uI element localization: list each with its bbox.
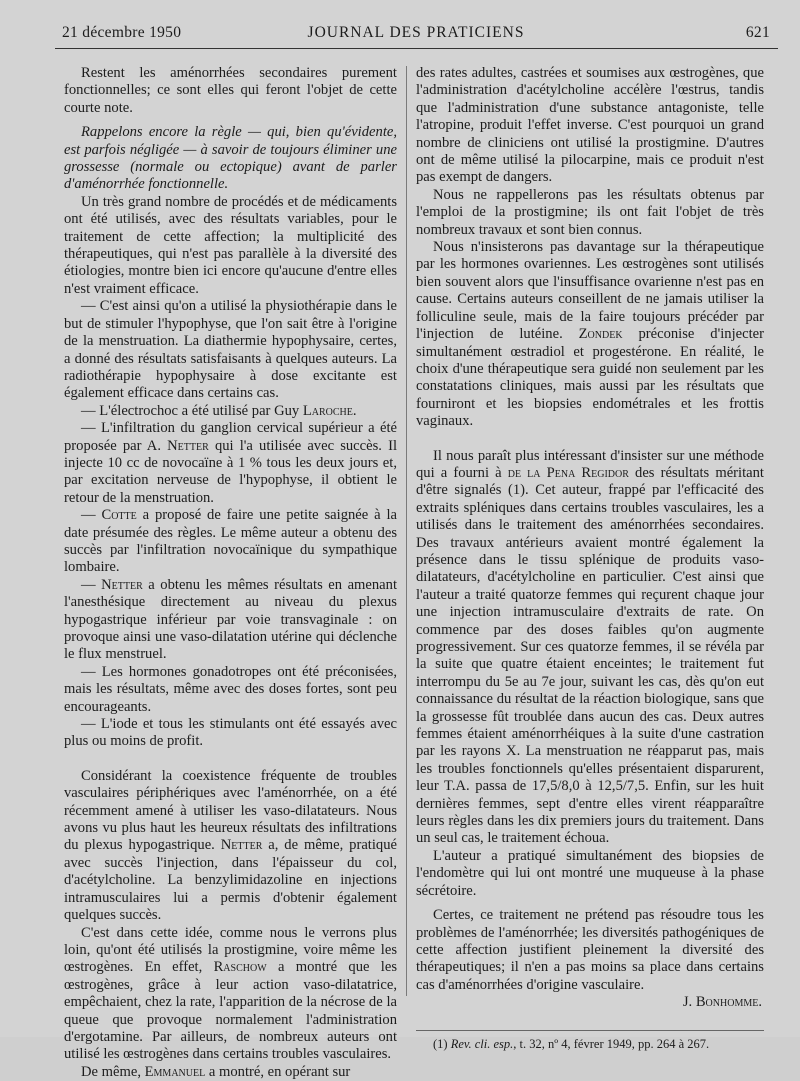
paragraph: Certes, ce traitement ne prétend pas résoudre tous les problèmes de l'aménorrhée; les diversités pathogéniques de cette affection justifient pleinement la diversité des thérapeutiques; il n'en a pas moins sa place dans certains cas d'aménorrhées d'origine vasculaire.: [416, 907, 764, 993]
author-name: Netter: [167, 437, 209, 454]
paragraph: Il nous paraît plus intéressant d'insister sur une méthode qui a fourni à de la Pena Regidor des résultats méritant d'être signalés (1). Cet auteur, frappé par l'efficacité des extraits spléniques dans certains troubles vasculaires, les a utilisés dans le traitement des aménorrhées secondaires. Des travaux antérieurs avaient montré également la présence dans le tissu splénique de produits vaso-dilatateurs, d'acétylcholine en particulier. C'est ainsi que l'auteur a traité quatorze femmes qui reçurent chaque jour une injection intramusculaire d'extraits de rate. On commence par des doses faibles qu'on augmente progressivement. Sur ces quatorze femmes, il se révéla par la suite que quatre étaient enceintes; le traitement fut interrompu du 5e au 7e jour, suivant les cas, dès qu'on eut connaissance du résultat de la réaction biologique, sans que la grossesse fût troublée dans aucun des cas. Deux autres femmes étaient aménorrhéiques à la suite d'une castration par les rayons X. La menstruation ne réapparut pas, mais les troubles fonctionnels qu'elles présentaient disparurent, leur T.A. passa de 17,5/8,0 à 12,5/7,5. Enfin, sur les huit dernières femmes, sept d'entre elles virent réapparaître leurs règles dans les dix premiers jours du traitement. Dans un seul cas, le traitement échoua.: [416, 447, 764, 847]
paragraph: Restent les aménorrhées secondaires purement fonctionnelles; ce sont elles qui feront l'objet de cette courte note.: [64, 65, 397, 116]
paragraph: Nous ne rappellerons pas les résultats obtenus par l'emploi de la prostigmine; ils ont fait l'objet de très nombreux travaux et sont bien connus.: [416, 186, 764, 238]
paragraph: Un très grand nombre de procédés et de médicaments ont été utilisés, avec des résultats variables, pour le traitement de cette affection; la multiplicité des thérapeutiques, qui n'est pas parallèle à la diversité des étiologies, montre bien ici encore qu'aucune d'entre elles n'est vraiment efficace.: [64, 193, 397, 297]
author-name: Zondek: [578, 326, 623, 343]
author-signature: J. Bonhomme.: [682, 994, 762, 1011]
author-name: de la Pena Regidor: [507, 464, 629, 481]
paragraph: C'est dans cette idée, comme nous le verrons plus loin, qu'ont été utilisés la prostigmine, voire même les œstrogènes. En effet, Raschow a montré que les œstrogènes, grâce à leur action vaso-dilatatrice, empêchaient, chez la rate, l'apparition de la nécrose de la queue que provoque normalement l'administration d'ergotamine. Par ailleurs, de nombreux auteurs ont utilisé les œstrogènes dans certains troubles vasculaires.: [64, 924, 397, 1063]
footnote-source: Rev. cli. esp.: [450, 1036, 514, 1051]
paragraph: — C'est ainsi qu'on a utilisé la physiothérapie dans le but de stimuler l'hypophyse, que l'on sait être à l'origine de la menstruation. La diathermie hypophysaire, certes, a donné des résultats satisfaisants à quelques auteurs. La radiothérapie hypophysaire à dose excitante est également efficace dans certains cas.: [64, 298, 397, 402]
page-header: [62, 24, 770, 46]
footnote-rule: [416, 1030, 764, 1031]
footnote: (1) Rev. cli. esp., t. 32, nº 4, févrer 1949, pp. 264 à 267.: [433, 1036, 710, 1051]
author-name: Netter: [101, 576, 143, 593]
journal-title: JOURNAL DES PRATICIENS: [307, 24, 525, 41]
paragraph-italic: Rappelons encore la règle — qui, bien qu'évidente, est parfois négligée — à savoir de toujours éliminer une grossesse (normale ou ectopique) avant de parler d'aménorrhée fonctionnelle.: [64, 124, 397, 193]
left-column: [64, 65, 397, 1081]
header-rule: [55, 48, 778, 49]
paragraph: — L'iode et tous les stimulants ont été essayés avec plus ou moins de profit.: [64, 716, 397, 750]
column-divider: [406, 66, 407, 996]
author-name: Cotte: [101, 507, 137, 524]
paragraph: L'auteur a pratiqué simultanément des biopsies de l'endomètre qui lui ont montré une muqueuse à la phase sécrétoire.: [416, 847, 764, 899]
signature-name: Bonhomme: [695, 994, 759, 1011]
right-column: [416, 65, 764, 1052]
paragraph: Nous n'insisterons pas davantage sur la thérapeutique par les hormones ovariennes. Les œstrogènes sont utilisés bien souvent alors que l'insuffisance ovarienne n'est pas en cause. Certains auteurs conseillent de ne jamais utiliser la folliculine seule, mais de la faire toujours précéder par l'injection de lutéine. Zondek préconise d'injecter simultanément œstradiol et progestérone. En réalité, le choix d'une thérapeutique sera guidé non seulement par les constatations cliniques, mais aussi par les résultats que fourniront et les biopsies endométrales et les frottis vaginaux.: [416, 239, 764, 430]
paragraph: Considérant la coexistence fréquente de troubles vasculaires périphériques avec l'aménorrhée, on a été récemment amené à utiliser les vaso-dilatateurs. Nous avons vu plus haut les heureux résultats des infiltrations du plexus hypogastrique. Netter a, de même, pratiqué avec succès l'injection, dans l'épaisseur du col, d'acétylcholine. La benzylimidazoline en injections intramusculaires lui a permis d'obtenir également quelques succès.: [64, 767, 397, 924]
paragraph: — Cotte a proposé de faire une petite saignée à la date présumée des règles. Le même auteur a obtenu des succès par l'infiltration novocaïnique du sympathique lombaire.: [64, 507, 397, 576]
paragraph: — Les hormones gonadotropes ont été préconisées, mais les résultats, même avec des doses fortes, sont peu encourageants.: [64, 663, 397, 715]
paragraph: des rates adultes, castrées et soumises aux œstrogènes, que l'administration d'acétylcholine accélère l'œstrus, tandis que l'administration d'une substance antagoniste, telle l'atropine, produit l'effet inverse. C'est pourquoi un grand nombre de cliniciens ont utilisé la prostigmine. D'autres ont de même utilisé la pilocarpine, mais ce produit n'est pas exempt de dangers.: [416, 65, 764, 186]
paragraph: — Netter a obtenu les mêmes résultats en amenant l'anesthésique directement au niveau du plexus hypogastrique inférieur par voie transvaginale : on provoque ainsi une vaso-dilatation utérine qui déclenche le flux menstruel.: [64, 576, 398, 663]
paragraph: — L'infiltration du ganglion cervical supérieur a été proposée par A. Netter qui l'a utilisée avec succès. Il injecte 10 cc de novocaïne à 1 % tous les deux jours et, par excitation nerveuse de l'hypophyse, il obtient le retour de la menstruation.: [64, 420, 397, 506]
paragraph: De même, Emmanuel a montré, en opérant sur: [81, 1063, 351, 1080]
author-name: Emmanuel: [144, 1063, 206, 1080]
header-date: 21 décembre 1950: [62, 24, 182, 41]
author-name: Netter: [220, 837, 263, 854]
author-name: Raschow: [213, 959, 267, 976]
paragraph: — L'électrochoc a été utilisé par Guy Laroche.: [81, 402, 357, 419]
author-name: Laroche: [302, 402, 353, 419]
page-number: 621: [745, 24, 770, 41]
